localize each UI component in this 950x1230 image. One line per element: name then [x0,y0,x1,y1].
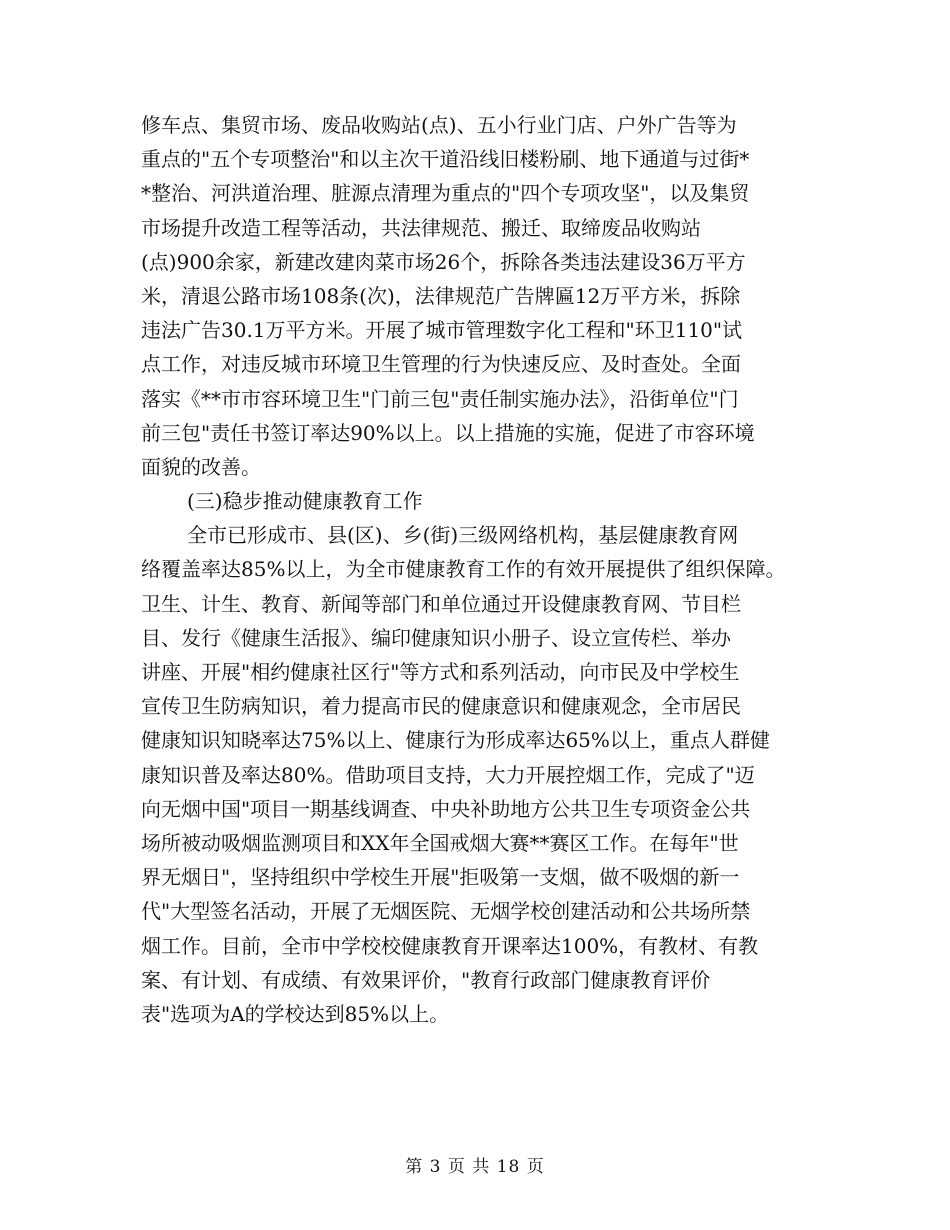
text-line: 米，清退公路市场108条(次)，法律规范广告牌匾12万平方米，拆除 [141,283,741,308]
text-line: 面貌的改善。 [141,454,261,479]
text-line: 向无烟中国"项目一期基线调查、中央补助地方公共卫生专项资金公共 [141,796,751,821]
text-line: 全市已形成市、县(区)、乡(街)三级网络机构，基层健康教育网 [187,523,739,548]
text-line: 烟工作。目前，全市中学校校健康教育开课率达100%，有教材、有教 [141,933,759,958]
text-line: 场所被动吸烟监测项目和XX年全国戒烟大赛**赛区工作。在每年"世 [141,830,739,855]
text-line: 点工作，对违反城市环境卫生管理的行为快速反应、及时查处。全面 [141,352,741,377]
text-line: 健康知识知晓率达75%以上、健康行为形成率达65%以上，重点人群健 [141,728,770,753]
text-line: 界无烟日"，坚持组织中学校生开展"拒吸第一支烟，做不吸烟的新一 [141,865,740,890]
text-line: 修车点、集贸市场、废品收购站(点)、五小行业门店、户外广告等为 [141,113,737,137]
text-line: 落实《**市市容环境卫生"门前三包"责任制实施办法》，沿街单位"门 [141,386,739,411]
page-number-footer: 第 3 页 共 18 页 [405,1157,545,1177]
text-line: *整治、河洪道治理、脏源点清理为重点的"四个专项攻坚"，以及集贸 [141,181,750,206]
text-line: 络覆盖率达85%以上，为全市健康教育工作的有效开展提供了组织保障。 [141,557,786,582]
text-line: 康知识普及率达80%。借助项目支持，大力开展控烟工作，完成了"迈 [141,762,755,787]
text-line: 宣传卫生防病知识，着力提高市民的健康意识和健康观念，全市居民 [141,694,741,719]
text-line: (点)900余家，新建改建肉菜市场26个，拆除各类违法建设36万平方 [141,249,746,274]
text-line: 案、有计划、有成绩、有效果评价，"教育行政部门健康教育评价 [141,967,711,992]
text-line: 代"大型签名活动，开展了无烟医院、无烟学校创建活动和公共场所禁 [141,899,751,924]
text-line: 目、发行《健康生活报》、编印健康知识小册子、设立宣传栏、举办 [141,625,731,650]
text-line: 重点的"五个专项整治"和以主次干道沿线旧楼粉刷、地下通道与过街* [141,147,750,172]
section-heading: (三)稳步推动健康教育工作 [187,489,423,514]
text-line: 前三包"责任书签订率达90%以上。以上措施的实施，促进了市容环境 [141,420,755,445]
text-line: 市场提升改造工程等活动，共法律规范、搬迁、取缔废品收购站 [141,215,701,240]
text-line: 违法广告30.1万平方米。开展了城市管理数字化工程和"环卫110"试 [141,318,743,343]
text-line: 讲座、开展"相约健康社区行"等方式和系列活动，向市民及中学校生 [141,660,740,684]
text-line: 表"选项为A的学校达到85%以上。 [141,1001,450,1026]
body-text [141,108,821,1031]
text-line: 卫生、计生、教育、新闻等部门和单位通过开设健康教育网、节目栏 [141,591,741,616]
